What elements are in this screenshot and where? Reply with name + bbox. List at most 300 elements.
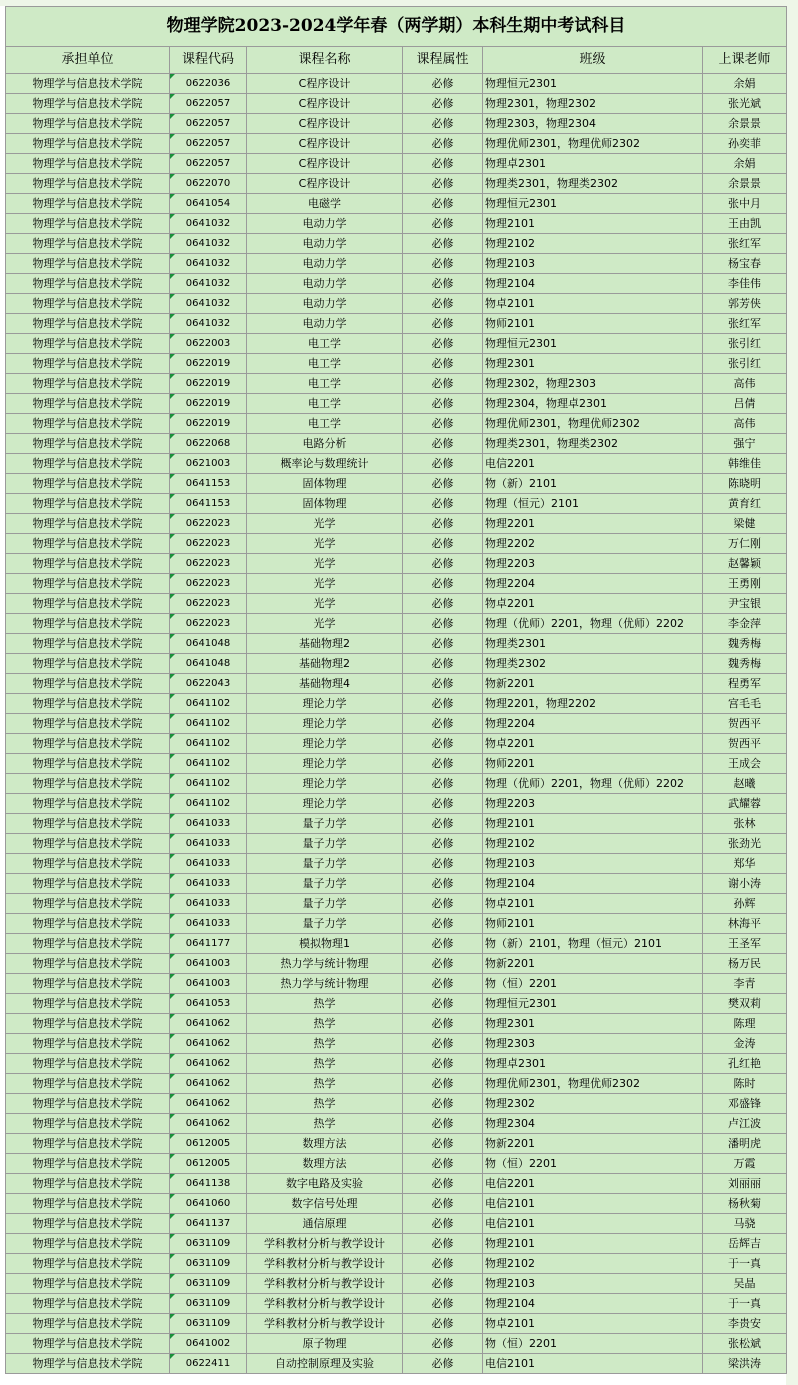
cell-teacher[interactable]: 杨万民	[703, 954, 787, 974]
cell-attribute[interactable]: 必修	[403, 714, 483, 734]
cell-teacher[interactable]: 王勇刚	[703, 574, 787, 594]
cell-teacher[interactable]: 武耀蓉	[703, 794, 787, 814]
cell-class[interactable]: 电信2201	[483, 1174, 703, 1194]
cell-course[interactable]: 光学	[247, 514, 403, 534]
cell-course[interactable]: 光学	[247, 534, 403, 554]
cell-teacher[interactable]: 万霞	[703, 1154, 787, 1174]
cell-class[interactable]: 物理2104	[483, 274, 703, 294]
cell-unit[interactable]: 物理学与信息技术学院	[6, 1054, 170, 1074]
cell-unit[interactable]: 物理学与信息技术学院	[6, 194, 170, 214]
cell-unit[interactable]: 物理学与信息技术学院	[6, 1254, 170, 1274]
cell-attribute[interactable]: 必修	[403, 1134, 483, 1154]
header-unit[interactable]: 承担单位	[6, 47, 170, 74]
cell-code[interactable]: 0641048	[170, 654, 247, 674]
cell-attribute[interactable]: 必修	[403, 1114, 483, 1134]
cell-attribute[interactable]: 必修	[403, 1054, 483, 1074]
cell-unit[interactable]: 物理学与信息技术学院	[6, 1274, 170, 1294]
cell-unit[interactable]: 物理学与信息技术学院	[6, 154, 170, 174]
cell-class[interactable]: 物理2103	[483, 254, 703, 274]
cell-course[interactable]: 热学	[247, 1014, 403, 1034]
cell-unit[interactable]: 物理学与信息技术学院	[6, 174, 170, 194]
cell-teacher[interactable]: 张中月	[703, 194, 787, 214]
cell-unit[interactable]: 物理学与信息技术学院	[6, 414, 170, 434]
cell-unit[interactable]: 物理学与信息技术学院	[6, 934, 170, 954]
cell-unit[interactable]: 物理学与信息技术学院	[6, 1294, 170, 1314]
cell-code[interactable]: 0622043	[170, 674, 247, 694]
cell-attribute[interactable]: 必修	[403, 154, 483, 174]
cell-code[interactable]: 0622023	[170, 514, 247, 534]
cell-course[interactable]: 量子力学	[247, 914, 403, 934]
cell-attribute[interactable]: 必修	[403, 1094, 483, 1114]
cell-class[interactable]: 物理优师2301，物理优师2302	[483, 134, 703, 154]
cell-class[interactable]: 物理卓2301	[483, 1054, 703, 1074]
cell-class[interactable]: 物理卓2301	[483, 154, 703, 174]
cell-unit[interactable]: 物理学与信息技术学院	[6, 434, 170, 454]
cell-class[interactable]: 物理类2301	[483, 634, 703, 654]
cell-class[interactable]: 物理2303，物理2304	[483, 114, 703, 134]
cell-unit[interactable]: 物理学与信息技术学院	[6, 494, 170, 514]
cell-course[interactable]: 热学	[247, 1034, 403, 1054]
cell-code[interactable]: 0641002	[170, 1334, 247, 1354]
cell-unit[interactable]: 物理学与信息技术学院	[6, 1094, 170, 1114]
cell-teacher[interactable]: 余景景	[703, 174, 787, 194]
cell-attribute[interactable]: 必修	[403, 1314, 483, 1334]
cell-attribute[interactable]: 必修	[403, 894, 483, 914]
cell-class[interactable]: 物理2301	[483, 1014, 703, 1034]
cell-code[interactable]: 0641062	[170, 1014, 247, 1034]
cell-attribute[interactable]: 必修	[403, 954, 483, 974]
cell-teacher[interactable]: 梁健	[703, 514, 787, 534]
cell-attribute[interactable]: 必修	[403, 1074, 483, 1094]
cell-class[interactable]: 物理2301	[483, 354, 703, 374]
cell-course[interactable]: 基础物理2	[247, 634, 403, 654]
cell-code[interactable]: 0622057	[170, 154, 247, 174]
cell-code[interactable]: 0641032	[170, 214, 247, 234]
cell-class[interactable]: 物理2103	[483, 1274, 703, 1294]
cell-code[interactable]: 0622019	[170, 374, 247, 394]
cell-teacher[interactable]: 高伟	[703, 374, 787, 394]
cell-attribute[interactable]: 必修	[403, 134, 483, 154]
cell-class[interactable]: 物理恒元2301	[483, 74, 703, 94]
cell-unit[interactable]: 物理学与信息技术学院	[6, 294, 170, 314]
cell-unit[interactable]: 物理学与信息技术学院	[6, 1314, 170, 1334]
cell-attribute[interactable]: 必修	[403, 694, 483, 714]
cell-teacher[interactable]: 张劲光	[703, 834, 787, 854]
cell-attribute[interactable]: 必修	[403, 634, 483, 654]
cell-attribute[interactable]: 必修	[403, 114, 483, 134]
cell-class[interactable]: 物理2204	[483, 574, 703, 594]
cell-teacher[interactable]: 张红军	[703, 314, 787, 334]
cell-unit[interactable]: 物理学与信息技术学院	[6, 674, 170, 694]
cell-class[interactable]: 物理2104	[483, 1294, 703, 1314]
cell-code[interactable]: 0622070	[170, 174, 247, 194]
cell-course[interactable]: C程序设计	[247, 74, 403, 94]
cell-course[interactable]: C程序设计	[247, 174, 403, 194]
cell-class[interactable]: 物理2301，物理2302	[483, 94, 703, 114]
cell-class[interactable]: 物（新）2101，物理（恒元）2101	[483, 934, 703, 954]
cell-teacher[interactable]: 李金萍	[703, 614, 787, 634]
cell-class[interactable]: 电信2201	[483, 454, 703, 474]
cell-course[interactable]: 量子力学	[247, 814, 403, 834]
cell-unit[interactable]: 物理学与信息技术学院	[6, 1234, 170, 1254]
cell-class[interactable]: 物理2304	[483, 1114, 703, 1134]
cell-unit[interactable]: 物理学与信息技术学院	[6, 614, 170, 634]
cell-code[interactable]: 0641033	[170, 854, 247, 874]
cell-class[interactable]: 物理2101	[483, 814, 703, 834]
cell-course[interactable]: C程序设计	[247, 134, 403, 154]
cell-course[interactable]: 量子力学	[247, 834, 403, 854]
cell-attribute[interactable]: 必修	[403, 1254, 483, 1274]
cell-course[interactable]: 热力学与统计物理	[247, 954, 403, 974]
cell-course[interactable]: 量子力学	[247, 874, 403, 894]
cell-course[interactable]: 量子力学	[247, 854, 403, 874]
cell-unit[interactable]: 物理学与信息技术学院	[6, 694, 170, 714]
cell-class[interactable]: 物（新）2101	[483, 474, 703, 494]
cell-class[interactable]: 物理2303	[483, 1034, 703, 1054]
cell-code[interactable]: 0641033	[170, 814, 247, 834]
cell-course[interactable]: 固体物理	[247, 474, 403, 494]
cell-teacher[interactable]: 孔红艳	[703, 1054, 787, 1074]
cell-course[interactable]: 电动力学	[247, 294, 403, 314]
cell-attribute[interactable]: 必修	[403, 974, 483, 994]
cell-teacher[interactable]: 宫毛毛	[703, 694, 787, 714]
cell-course[interactable]: 学科教材分析与教学设计	[247, 1234, 403, 1254]
cell-unit[interactable]: 物理学与信息技术学院	[6, 214, 170, 234]
cell-teacher[interactable]: 赵馨颖	[703, 554, 787, 574]
cell-code[interactable]: 0641062	[170, 1034, 247, 1054]
cell-attribute[interactable]: 必修	[403, 494, 483, 514]
cell-code[interactable]: 0641102	[170, 774, 247, 794]
cell-class[interactable]: 物理2201	[483, 514, 703, 534]
cell-teacher[interactable]: 张光斌	[703, 94, 787, 114]
cell-unit[interactable]: 物理学与信息技术学院	[6, 954, 170, 974]
cell-course[interactable]: 热学	[247, 1114, 403, 1134]
cell-unit[interactable]: 物理学与信息技术学院	[6, 134, 170, 154]
cell-attribute[interactable]: 必修	[403, 434, 483, 454]
cell-unit[interactable]: 物理学与信息技术学院	[6, 794, 170, 814]
cell-class[interactable]: 物理2103	[483, 854, 703, 874]
cell-teacher[interactable]: 余景景	[703, 114, 787, 134]
cell-course[interactable]: 电动力学	[247, 274, 403, 294]
cell-unit[interactable]: 物理学与信息技术学院	[6, 394, 170, 414]
cell-course[interactable]: 数字信号处理	[247, 1194, 403, 1214]
cell-attribute[interactable]: 必修	[403, 1234, 483, 1254]
cell-course[interactable]: 原子物理	[247, 1334, 403, 1354]
cell-class[interactable]: 物理2101	[483, 214, 703, 234]
cell-teacher[interactable]: 卢江波	[703, 1114, 787, 1134]
cell-unit[interactable]: 物理学与信息技术学院	[6, 834, 170, 854]
cell-class[interactable]: 物师2201	[483, 754, 703, 774]
cell-unit[interactable]: 物理学与信息技术学院	[6, 654, 170, 674]
cell-course[interactable]: 电路分析	[247, 434, 403, 454]
cell-attribute[interactable]: 必修	[403, 674, 483, 694]
cell-unit[interactable]: 物理学与信息技术学院	[6, 574, 170, 594]
cell-teacher[interactable]: 张红军	[703, 234, 787, 254]
cell-class[interactable]: 物新2201	[483, 954, 703, 974]
cell-code[interactable]: 0641102	[170, 794, 247, 814]
cell-class[interactable]: 物理2101	[483, 1234, 703, 1254]
cell-course[interactable]: 数字电路及实验	[247, 1174, 403, 1194]
cell-unit[interactable]: 物理学与信息技术学院	[6, 94, 170, 114]
cell-course[interactable]: 光学	[247, 614, 403, 634]
cell-teacher[interactable]: 贺西平	[703, 734, 787, 754]
cell-code[interactable]: 0622023	[170, 594, 247, 614]
cell-code[interactable]: 0641032	[170, 234, 247, 254]
cell-teacher[interactable]: 贺西平	[703, 714, 787, 734]
cell-attribute[interactable]: 必修	[403, 354, 483, 374]
cell-course[interactable]: 电工学	[247, 334, 403, 354]
cell-class[interactable]: 物理2202	[483, 534, 703, 554]
cell-attribute[interactable]: 必修	[403, 934, 483, 954]
cell-code[interactable]: 0641032	[170, 294, 247, 314]
cell-unit[interactable]: 物理学与信息技术学院	[6, 874, 170, 894]
cell-code[interactable]: 0622057	[170, 114, 247, 134]
header-code[interactable]: 课程代码	[170, 47, 247, 74]
cell-code[interactable]: 0641032	[170, 274, 247, 294]
cell-class[interactable]: 物（恒）2201	[483, 1154, 703, 1174]
cell-code[interactable]: 0622023	[170, 554, 247, 574]
cell-teacher[interactable]: 杨宝春	[703, 254, 787, 274]
cell-teacher[interactable]: 郑华	[703, 854, 787, 874]
cell-teacher[interactable]: 樊双莉	[703, 994, 787, 1014]
cell-teacher[interactable]: 程勇军	[703, 674, 787, 694]
cell-course[interactable]: 电动力学	[247, 314, 403, 334]
header-course[interactable]: 课程名称	[247, 47, 403, 74]
cell-code[interactable]: 0631109	[170, 1234, 247, 1254]
cell-teacher[interactable]: 张引红	[703, 354, 787, 374]
cell-code[interactable]: 0641053	[170, 994, 247, 1014]
cell-class[interactable]: 物理2203	[483, 554, 703, 574]
cell-course[interactable]: 理论力学	[247, 754, 403, 774]
cell-attribute[interactable]: 必修	[403, 854, 483, 874]
cell-teacher[interactable]: 韩维佳	[703, 454, 787, 474]
cell-attribute[interactable]: 必修	[403, 454, 483, 474]
cell-code[interactable]: 0641177	[170, 934, 247, 954]
cell-attribute[interactable]: 必修	[403, 194, 483, 214]
cell-unit[interactable]: 物理学与信息技术学院	[6, 634, 170, 654]
cell-unit[interactable]: 物理学与信息技术学院	[6, 114, 170, 134]
cell-code[interactable]: 0641048	[170, 634, 247, 654]
cell-class[interactable]: 物卓2101	[483, 294, 703, 314]
cell-course[interactable]: 热学	[247, 1094, 403, 1114]
cell-course[interactable]: 光学	[247, 554, 403, 574]
cell-teacher[interactable]: 梁洪涛	[703, 1354, 787, 1374]
cell-teacher[interactable]: 孙辉	[703, 894, 787, 914]
cell-course[interactable]: 光学	[247, 574, 403, 594]
cell-attribute[interactable]: 必修	[403, 1194, 483, 1214]
cell-attribute[interactable]: 必修	[403, 574, 483, 594]
cell-class[interactable]: 物理类2301，物理类2302	[483, 434, 703, 454]
cell-unit[interactable]: 物理学与信息技术学院	[6, 974, 170, 994]
cell-attribute[interactable]: 必修	[403, 334, 483, 354]
cell-code[interactable]: 0641102	[170, 694, 247, 714]
cell-course[interactable]: C程序设计	[247, 94, 403, 114]
cell-course[interactable]: C程序设计	[247, 114, 403, 134]
cell-course[interactable]: 热学	[247, 994, 403, 1014]
cell-attribute[interactable]: 必修	[403, 1174, 483, 1194]
cell-unit[interactable]: 物理学与信息技术学院	[6, 754, 170, 774]
cell-unit[interactable]: 物理学与信息技术学院	[6, 1114, 170, 1134]
cell-class[interactable]: 物理2302	[483, 1094, 703, 1114]
cell-class[interactable]: 物理类2302	[483, 654, 703, 674]
cell-course[interactable]: 学科教材分析与教学设计	[247, 1294, 403, 1314]
cell-course[interactable]: 光学	[247, 594, 403, 614]
cell-class[interactable]: 物卓2201	[483, 594, 703, 614]
cell-course[interactable]: 电动力学	[247, 214, 403, 234]
cell-teacher[interactable]: 王成会	[703, 754, 787, 774]
cell-course[interactable]: 通信原理	[247, 1214, 403, 1234]
header-class[interactable]: 班级	[483, 47, 703, 74]
cell-attribute[interactable]: 必修	[403, 74, 483, 94]
cell-attribute[interactable]: 必修	[403, 274, 483, 294]
cell-attribute[interactable]: 必修	[403, 1354, 483, 1374]
cell-unit[interactable]: 物理学与信息技术学院	[6, 854, 170, 874]
cell-attribute[interactable]: 必修	[403, 294, 483, 314]
cell-teacher[interactable]: 王圣军	[703, 934, 787, 954]
cell-class[interactable]: 物理优师2301，物理优师2302	[483, 1074, 703, 1094]
cell-unit[interactable]: 物理学与信息技术学院	[6, 234, 170, 254]
cell-unit[interactable]: 物理学与信息技术学院	[6, 1074, 170, 1094]
cell-code[interactable]: 0622019	[170, 394, 247, 414]
cell-code[interactable]: 0641102	[170, 714, 247, 734]
cell-unit[interactable]: 物理学与信息技术学院	[6, 74, 170, 94]
cell-attribute[interactable]: 必修	[403, 914, 483, 934]
cell-code[interactable]: 0641153	[170, 494, 247, 514]
cell-attribute[interactable]: 必修	[403, 654, 483, 674]
cell-class[interactable]: 物卓2101	[483, 1314, 703, 1334]
cell-code[interactable]: 0621003	[170, 454, 247, 474]
cell-class[interactable]: 物理2104	[483, 874, 703, 894]
cell-unit[interactable]: 物理学与信息技术学院	[6, 594, 170, 614]
sheet-title[interactable]: 物理学院2023-2024学年春（两学期）本科生期中考试科目	[6, 7, 787, 47]
cell-unit[interactable]: 物理学与信息技术学院	[6, 274, 170, 294]
cell-unit[interactable]: 物理学与信息技术学院	[6, 374, 170, 394]
cell-code[interactable]: 0641060	[170, 1194, 247, 1214]
cell-code[interactable]: 0641102	[170, 734, 247, 754]
cell-attribute[interactable]: 必修	[403, 374, 483, 394]
cell-class[interactable]: 物理恒元2301	[483, 994, 703, 1014]
cell-class[interactable]: 物理2204	[483, 714, 703, 734]
cell-code[interactable]: 0622057	[170, 134, 247, 154]
cell-code[interactable]: 0641062	[170, 1114, 247, 1134]
cell-class[interactable]: 物卓2101	[483, 894, 703, 914]
cell-class[interactable]: 物师2101	[483, 314, 703, 334]
cell-teacher[interactable]: 高伟	[703, 414, 787, 434]
cell-course[interactable]: 模拟物理1	[247, 934, 403, 954]
cell-class[interactable]: 电信2101	[483, 1214, 703, 1234]
header-teacher[interactable]: 上课老师	[703, 47, 787, 74]
cell-class[interactable]: 物理2102	[483, 1254, 703, 1274]
cell-code[interactable]: 0631109	[170, 1314, 247, 1334]
cell-teacher[interactable]: 王由凯	[703, 214, 787, 234]
cell-code[interactable]: 0622057	[170, 94, 247, 114]
cell-attribute[interactable]: 必修	[403, 614, 483, 634]
cell-class[interactable]: 物师2101	[483, 914, 703, 934]
cell-unit[interactable]: 物理学与信息技术学院	[6, 1034, 170, 1054]
cell-class[interactable]: 物理类2301，物理类2302	[483, 174, 703, 194]
cell-unit[interactable]: 物理学与信息技术学院	[6, 1334, 170, 1354]
cell-code[interactable]: 0622036	[170, 74, 247, 94]
cell-code[interactable]: 0641003	[170, 974, 247, 994]
cell-code[interactable]: 0641102	[170, 754, 247, 774]
cell-code[interactable]: 0641138	[170, 1174, 247, 1194]
cell-unit[interactable]: 物理学与信息技术学院	[6, 1194, 170, 1214]
cell-teacher[interactable]: 万仁刚	[703, 534, 787, 554]
cell-unit[interactable]: 物理学与信息技术学院	[6, 254, 170, 274]
cell-course[interactable]: 量子力学	[247, 894, 403, 914]
cell-teacher[interactable]: 孙奕菲	[703, 134, 787, 154]
cell-attribute[interactable]: 必修	[403, 594, 483, 614]
cell-course[interactable]: 热学	[247, 1074, 403, 1094]
cell-course[interactable]: 电工学	[247, 414, 403, 434]
cell-teacher[interactable]: 岳辉吉	[703, 1234, 787, 1254]
cell-teacher[interactable]: 金涛	[703, 1034, 787, 1054]
cell-code[interactable]: 0641033	[170, 894, 247, 914]
cell-unit[interactable]: 物理学与信息技术学院	[6, 1174, 170, 1194]
cell-class[interactable]: 物（恒）2201	[483, 974, 703, 994]
cell-teacher[interactable]: 杨秋菊	[703, 1194, 787, 1214]
cell-course[interactable]: 数理方法	[247, 1134, 403, 1154]
cell-teacher[interactable]: 陈理	[703, 1014, 787, 1034]
cell-code[interactable]: 0641062	[170, 1074, 247, 1094]
cell-class[interactable]: 物卓2201	[483, 734, 703, 754]
cell-code[interactable]: 0641003	[170, 954, 247, 974]
cell-course[interactable]: 数理方法	[247, 1154, 403, 1174]
cell-code[interactable]: 0631109	[170, 1294, 247, 1314]
cell-teacher[interactable]: 邓盛锋	[703, 1094, 787, 1114]
cell-unit[interactable]: 物理学与信息技术学院	[6, 514, 170, 534]
cell-unit[interactable]: 物理学与信息技术学院	[6, 314, 170, 334]
cell-attribute[interactable]: 必修	[403, 534, 483, 554]
cell-attribute[interactable]: 必修	[403, 94, 483, 114]
cell-teacher[interactable]: 魏秀梅	[703, 654, 787, 674]
cell-unit[interactable]: 物理学与信息技术学院	[6, 354, 170, 374]
cell-course[interactable]: 学科教材分析与教学设计	[247, 1274, 403, 1294]
cell-class[interactable]: 电信2101	[483, 1354, 703, 1374]
cell-attribute[interactable]: 必修	[403, 214, 483, 234]
cell-unit[interactable]: 物理学与信息技术学院	[6, 914, 170, 934]
cell-unit[interactable]: 物理学与信息技术学院	[6, 1354, 170, 1374]
cell-attribute[interactable]: 必修	[403, 234, 483, 254]
cell-unit[interactable]: 物理学与信息技术学院	[6, 734, 170, 754]
cell-teacher[interactable]: 李佳伟	[703, 274, 787, 294]
cell-course[interactable]: 理论力学	[247, 714, 403, 734]
cell-class[interactable]: 电信2101	[483, 1194, 703, 1214]
header-attribute[interactable]: 课程属性	[403, 47, 483, 74]
cell-course[interactable]: 电工学	[247, 354, 403, 374]
cell-unit[interactable]: 物理学与信息技术学院	[6, 1214, 170, 1234]
cell-unit[interactable]: 物理学与信息技术学院	[6, 534, 170, 554]
cell-course[interactable]: 电磁学	[247, 194, 403, 214]
cell-class[interactable]: 物理2302，物理2303	[483, 374, 703, 394]
cell-unit[interactable]: 物理学与信息技术学院	[6, 474, 170, 494]
cell-code[interactable]: 0622019	[170, 414, 247, 434]
cell-teacher[interactable]: 强宁	[703, 434, 787, 454]
cell-unit[interactable]: 物理学与信息技术学院	[6, 1014, 170, 1034]
cell-teacher[interactable]: 尹宝银	[703, 594, 787, 614]
cell-class[interactable]: 物理2203	[483, 794, 703, 814]
cell-attribute[interactable]: 必修	[403, 1014, 483, 1034]
cell-attribute[interactable]: 必修	[403, 554, 483, 574]
cell-teacher[interactable]: 马骁	[703, 1214, 787, 1234]
cell-course[interactable]: 基础物理2	[247, 654, 403, 674]
cell-attribute[interactable]: 必修	[403, 314, 483, 334]
cell-attribute[interactable]: 必修	[403, 754, 483, 774]
cell-course[interactable]: 理论力学	[247, 774, 403, 794]
cell-attribute[interactable]: 必修	[403, 814, 483, 834]
cell-code[interactable]: 0641153	[170, 474, 247, 494]
cell-class[interactable]: 物理优师2301，物理优师2302	[483, 414, 703, 434]
